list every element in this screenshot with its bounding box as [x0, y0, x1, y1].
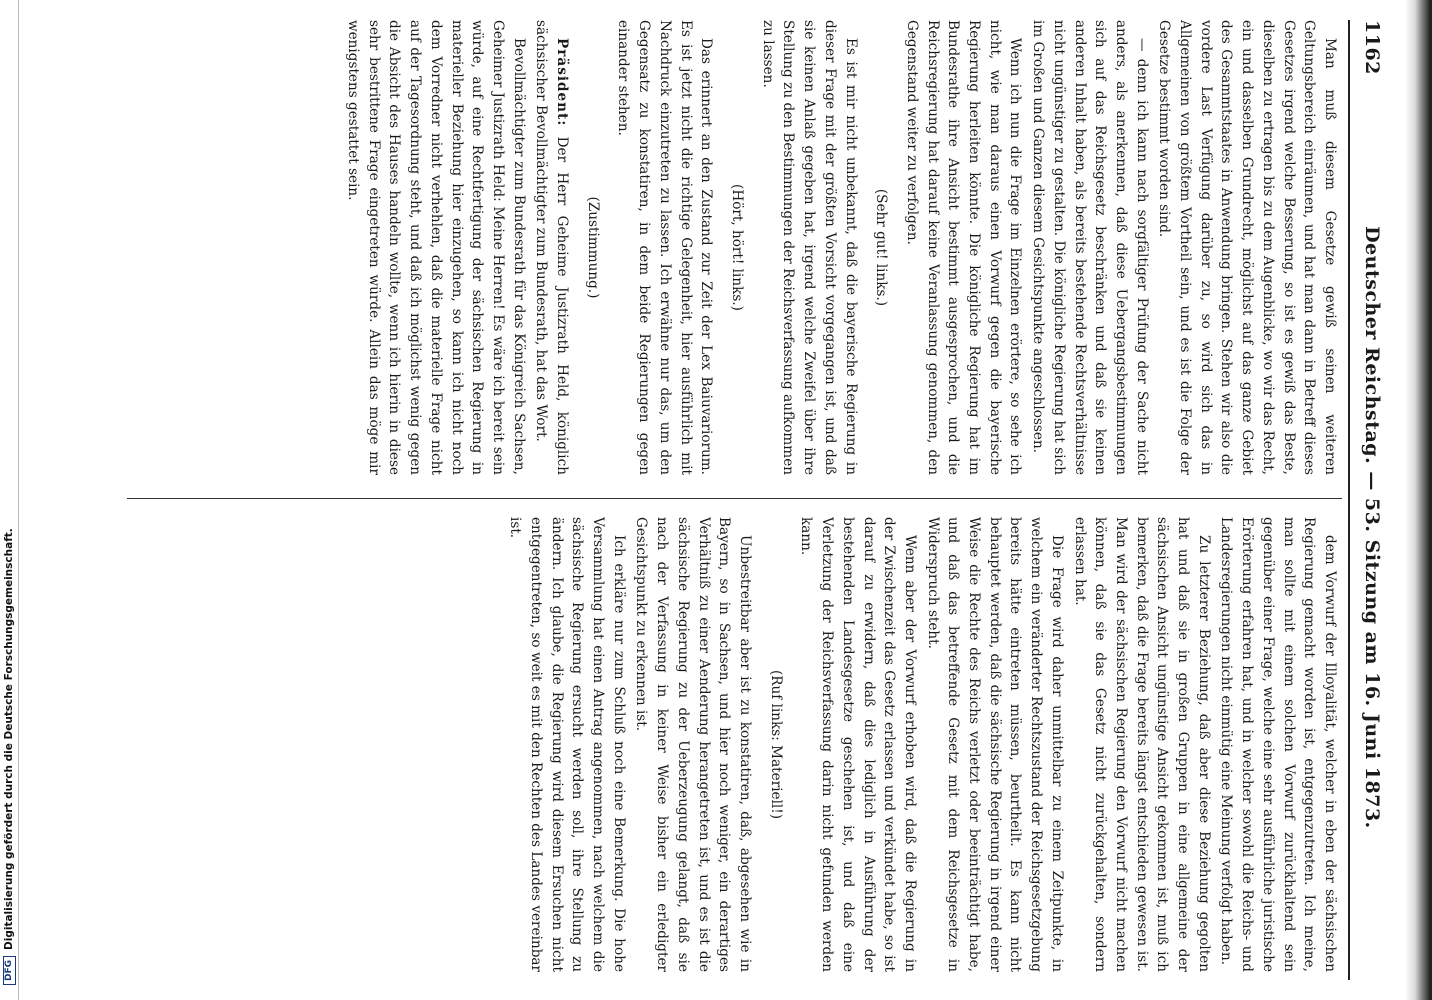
body-paragraph: Die Frage wird daher unmittelbar zu einem Zeitpunkte, in welchem ein veränderter Rechtszustand der Reichsgesetzgebung bereits hätte eintreten müssen, beurtheilt. Es kann nicht behauptet werden, daß die sächsische Regierung in irgend einer Weise die Rechte des Reichs verletzt oder beeinträchtigt habe, und daß das betreffende Gesetz mit dem Reichsgesetze in Widerspruch steht.	[924, 517, 1065, 972]
page-header	[1352, 20, 1392, 980]
body-paragraph: Ich erkläre nur zum Schluß noch eine Bemerkung. Die hohe Versammlung hat einen Antrag angenommen, nach welchem die sächsische Regierung ersucht werden soll, ihre Stellung zu ändern. Ich glaube, die Regierung wird diesem Ersuchen nicht entgegentreten, so weit es mit den Rechten des Landes vereinbar ist.	[507, 517, 627, 972]
speaker-name: Präsident:	[554, 38, 571, 127]
body-paragraph: Bevollmächtigter zum Bundesrath für das Königreich Sachsen, Geheimer Justizrath Held: Meine Herren! Es wäre ich bereit sein würde, auf eine Rechtfertigung der sächsischen Regierung in materieller Beziehung hier einzugehen, so kann ich nicht noch dem Vorredner nicht verhehlen, daß die materielle Frage nicht auf der Tagesordnung steht, und daß ich möglichst wenig gegen die Absicht des Hauses handeln wollte, wenn ich hierin in diese sehr bestrittene Frage eingetreten würde. Allein das möge mir wenigstens gestattet sein.	[345, 20, 527, 475]
body-paragraph: Es ist mir nicht unbekannt, daß die bayerische Regierung in dieser Frage mit der größten Vorsicht vorgegangen ist, und daß sie keinen Anlaß gegeben hat, irgend welche Zweifel über ihre Stellung zu den Bestimmungen der Reichsverfassung aufkommen zu lassen.	[759, 20, 859, 475]
speaker-paragraph	[531, 20, 572, 475]
body-paragraph: Wenn ich nun die Frage im Einzelnen erörtere, so sehe ich nicht, wie man daraus einen Vorwurf gegen die bayerische Regierung herleiten könnte. Die königliche Regierung hat im Bundesrathe ihre Ansicht bestimmt ausgesprochen, und die Reichsregierung hat darauf keine Veranlassung genommen, den Gegenstand weiter zu verfolgen.	[903, 20, 1024, 475]
interjection: (Sehr gut! links.)	[873, 188, 890, 307]
right-column	[130, 517, 1340, 972]
dfg-logo: DFG	[3, 956, 16, 985]
body-paragraph: Zu letzterer Beziehung, daß aber diese Beziehung gegolten hat und daß sie in großen Gruppen in eine allgemeine der sächsischen Ansicht ungünstige Ansicht gekommen ist, muß ich bemerken, daß die Frage bereits längst entschieden gewesen ist. Man wird der sächsischen Regierung den Vorwurf nicht machen können, daß sie das Gesetz nicht zurückgehalten, sondern erlassen hat.	[1071, 517, 1212, 972]
digitization-notice	[2, 528, 16, 985]
body-paragraph: Unbestreitbar aber ist zu konstatiren, daß, abgesehen wie in Bayern, so in Sachsen, und hier noch weniger, ein derartiges Verhältniß zu einer Aenderung herangetreten ist, und es ist die sächsische Regierung zu der Ueberzeugung gelangt, daß sie nach der Verfassung in keiner Weise bisher ein erledigter Gesichtspunkt zu erkennen ist.	[633, 517, 754, 972]
body-paragraph: Das erinnert an den Zustand zur Zeit der Lex Baiuvariorum. Es ist jetzt nicht die richtige Gelegenheit, hier ausführlich mit Nachdruck einzutreten zu lassen. Ich erwähne nur das, um den Gegensatz zu konstatiren, in dem beide Regierungen gegen einander stehen.	[615, 20, 715, 475]
page-number: 1162	[1361, 20, 1383, 75]
binding-edge	[18, 0, 19, 1000]
body-paragraph: Wenn aber der Vorwurf erhoben wird, daß die Regierung in der Zwischenzeit das Gesetz erlassen und verkündet habe, so ist darauf zu erwidern, daß dies lediglich in Ausführung der bestehenden Landesgesetze geschehen ist, und daß eine Verletzung der Reichsverfassung darin nicht gefunden werden kann.	[798, 517, 918, 972]
body-paragraph: dem Vorwurf der Illoyalität, welcher in eben der sächsischen Regierung gemacht worden ist, entgegenzutreten. Ich meine, man sollte mit einem solchen Vorwurf zurückhaltend sein gegenüber einer Frage, welche eine sehr ausführliche juristische Erörterung erfahren hat, und in welcher sowohl die Reichs- und Landesregierungen nicht einmütig eine Meinung verfolgt haben.	[1218, 517, 1338, 972]
page-title: Deutscher Reichstag. — 53. Sitzung am 16. Juni 1873.	[1361, 226, 1383, 829]
left-column	[130, 20, 1340, 475]
digitization-notice-text: Digitalisierung gefördert durch die Deutsche Forschungsgemeinschaft.	[3, 528, 15, 950]
body-paragraph: Man muß diesem Gesetze gewiß seinen weiteren Geltungsbereich einräumen, und hat man dann in Betreff dieses Gesetzes irgend welche Besserung, so ist es gewiß das Beste, dieselben zu ertragen bis zu dem Augenblicke, wo wir das Recht, ein und dasselben Grundrecht, möglichst auf das ganze Gebiet des Gesammtstaates in Anwendung bringen. Stehen wir also die vordere Last Verfügung darüber zu, so wird sich das in Allgemeinen von größtem Vortheil sein, und es ist die Folge der Gesetze bestimmt worden sind.	[1156, 20, 1338, 475]
header-rule	[1348, 20, 1350, 980]
speech-text: Der Herr Geheime Justizrath Held, königlich sächsischer Bevollmächtigter zum Bundesrath, hat das Wort.	[533, 20, 571, 475]
interjection: (Ruf links: Materiell!)	[767, 669, 784, 820]
body-paragraph: — denn ich kann nach sorgfältiger Prüfung der Sache nicht anders, als anerkennen, daß diese Uebergangsbestimmungen sich auf das Reichsgesetz beschränken und daß sie keinen anderen Inhalt haben, als bereits bestehende Rechtsverhältnisse nicht ungünstiger zu gestalten. Die königliche Regierung hat sich im Großen und Ganzen diesem Gesichtspunkte angeschlossen.	[1030, 20, 1150, 475]
interjection: (Zustimmung.)	[584, 196, 601, 299]
interjection: (Hört, hört! links.)	[729, 184, 746, 311]
document-page	[112, 20, 1392, 980]
column-divider	[127, 498, 1342, 499]
